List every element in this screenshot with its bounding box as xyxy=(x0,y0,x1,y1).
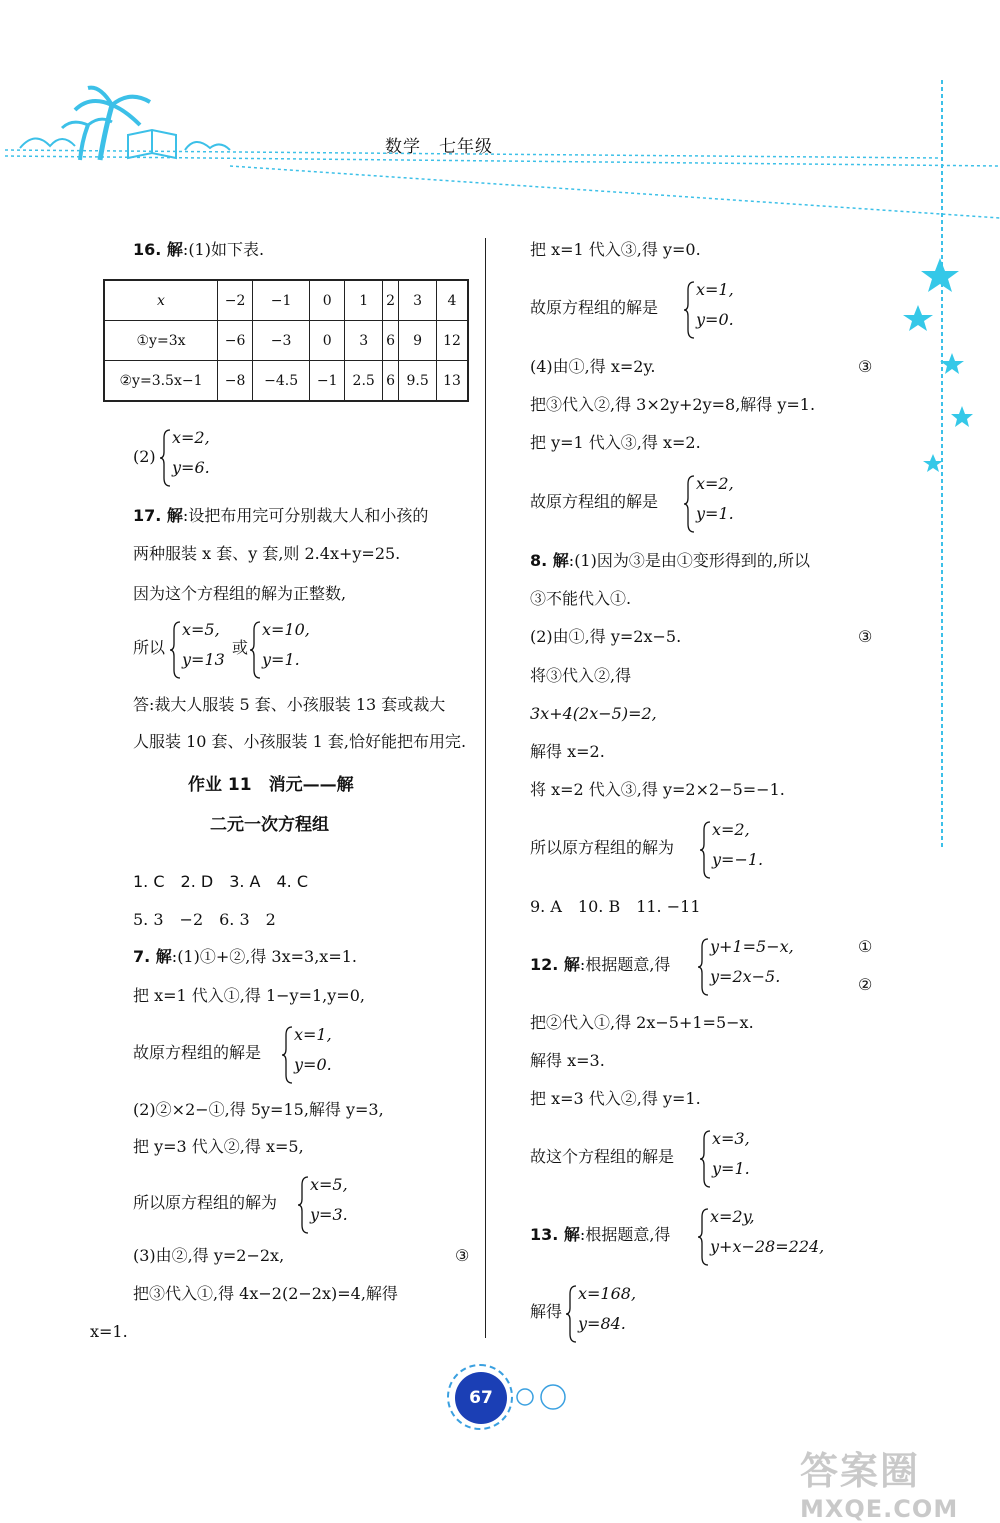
book-icon xyxy=(128,130,176,158)
system-line: y+x−28=224, xyxy=(710,1237,825,1256)
q12-solution-label: 故这个方程组的解是 xyxy=(530,1147,675,1166)
equation-marker: ③ xyxy=(858,627,873,646)
wave-icon xyxy=(20,138,230,150)
equation-marker: ② xyxy=(858,975,873,994)
table-cell: −3 xyxy=(253,321,310,361)
system-line: x=10, xyxy=(262,620,310,639)
q7-solution-label: 故原方程组的解是 xyxy=(133,1043,262,1062)
header-decoration xyxy=(0,80,1000,230)
page-header-title: 数学 七年级 xyxy=(385,137,493,157)
section-title: 作业 11 消元——解 xyxy=(188,775,354,795)
q13-line2: 解得 xyxy=(530,1302,563,1321)
table-cell: x xyxy=(104,280,218,321)
q12-line1: 12. 解:根据题意,得 xyxy=(530,955,671,974)
system-line: y=0. xyxy=(696,310,734,329)
system-line: x=168, xyxy=(578,1284,637,1303)
q17-line2: 两种服装 x 套、y 套,则 2.4x+y=25. xyxy=(133,544,401,563)
system-line: y=2x−5. xyxy=(710,967,781,986)
table-cell: −4.5 xyxy=(253,361,310,402)
star-icon xyxy=(940,353,964,374)
brace-icon xyxy=(566,1284,578,1344)
table-cell: 0 xyxy=(310,280,345,321)
q7-line4: 把 y=3 代入②,得 x=5, xyxy=(133,1137,304,1156)
q7-solution-label-2: 所以原方程组的解为 xyxy=(133,1193,278,1212)
table-cell: 1 xyxy=(345,280,383,321)
q8-line2: ③不能代入①. xyxy=(530,589,632,608)
side-decoration xyxy=(900,80,1000,860)
mc-answers-1: 1. C 2. D 3. A 4. C xyxy=(133,872,309,891)
r-line4: 把 y=1 代入③,得 x=2. xyxy=(530,433,701,452)
q7-line7: x=1. xyxy=(90,1322,128,1341)
q12-line2: 把②代入①,得 2x−5+1=5−x. xyxy=(530,1013,754,1032)
table-row xyxy=(104,361,468,402)
brace-icon xyxy=(684,280,696,340)
equation-marker: ③ xyxy=(858,357,873,376)
system-line: x=2, xyxy=(172,428,210,447)
equation-marker: ① xyxy=(858,937,873,956)
table-cell: 2 xyxy=(383,280,399,321)
watermark xyxy=(800,1440,958,1523)
system-line: y=0. xyxy=(294,1055,332,1074)
q7-line2: 把 x=1 代入①,得 1−y=1,y=0, xyxy=(133,986,365,1005)
table-cell: 3 xyxy=(345,321,383,361)
system-line: y=1. xyxy=(712,1159,750,1178)
system-line: y=84. xyxy=(578,1314,626,1333)
brace-icon xyxy=(250,620,262,680)
palm-tree-icon xyxy=(62,88,150,160)
table-cell: 3 xyxy=(399,280,437,321)
system-line: y=13 xyxy=(182,650,225,669)
brace-icon xyxy=(698,937,710,997)
table-cell: 4 xyxy=(437,280,468,321)
r-line2: (4)由①,得 x=2y. xyxy=(530,357,656,376)
table-cell: 6 xyxy=(383,361,399,402)
q17-line1: 17. 解:设把布用完可分别裁大人和小孩的 xyxy=(133,506,429,525)
watermark-line2: MXQE.COM xyxy=(800,1495,959,1523)
table-row xyxy=(104,280,468,321)
q8-line1: 8. 解:(1)因为③是由①变形得到的,所以 xyxy=(530,551,810,570)
table-cell: −2 xyxy=(218,280,253,321)
values-table xyxy=(103,279,469,402)
r-line3: 把③代入②,得 3×2y+2y=8,解得 y=1. xyxy=(530,395,816,414)
system-line: y=1. xyxy=(262,650,300,669)
page-number: 67 xyxy=(455,1372,507,1424)
table-cell: 2.5 xyxy=(345,361,383,402)
system-line: x=5, xyxy=(182,620,220,639)
brace-icon xyxy=(698,1207,710,1267)
equation-marker: ③ xyxy=(455,1246,470,1265)
table-cell: −1 xyxy=(253,280,310,321)
q12-line3: 解得 x=3. xyxy=(530,1051,605,1070)
q13-line1: 13. 解:根据题意,得 xyxy=(530,1225,671,1244)
table-cell: ①y=3x xyxy=(104,321,218,361)
r-solution-label: 故原方程组的解是 xyxy=(530,298,659,317)
table-cell: −1 xyxy=(310,361,345,402)
section-subtitle: 二元一次方程组 xyxy=(210,815,329,835)
system-line: x=2y, xyxy=(710,1207,755,1226)
mc-answers-2: 5. 3 −2 6. 3 2 xyxy=(133,910,276,929)
system-line: x=5, xyxy=(310,1175,348,1194)
column-divider xyxy=(485,238,486,1338)
brace-icon xyxy=(684,474,696,534)
table-cell: 9.5 xyxy=(399,361,437,402)
system-line: y=1. xyxy=(696,504,734,523)
q12-line4: 把 x=3 代入②,得 y=1. xyxy=(530,1089,701,1108)
system-line: x=1, xyxy=(294,1025,332,1044)
star-icon xyxy=(903,305,933,331)
table-cell: 12 xyxy=(437,321,468,361)
brace-icon xyxy=(160,428,172,488)
q8-line5: 3x+4(2x−5)=2, xyxy=(530,704,657,723)
brace-icon xyxy=(282,1025,294,1085)
brace-icon xyxy=(298,1175,310,1235)
table-cell: 9 xyxy=(399,321,437,361)
mc-answers-3: 9. A 10. B 11. −11 xyxy=(530,897,701,916)
r-solution-label-2: 故原方程组的解是 xyxy=(530,492,659,511)
q17-line3: 因为这个方程组的解为正整数, xyxy=(133,584,347,603)
q8-line7: 将 x=2 代入③,得 y=2×2−5=−1. xyxy=(530,780,785,799)
system-line: x=2, xyxy=(712,820,750,839)
table-cell: ②y=3.5x−1 xyxy=(104,361,218,402)
q7-line3: (2)②×2−①,得 5y=15,解得 y=3, xyxy=(133,1100,384,1119)
table-row xyxy=(104,321,468,361)
q17-or: 或 xyxy=(232,638,249,657)
q7-line6: 把③代入①,得 4x−2(2−2x)=4,解得 xyxy=(133,1284,398,1303)
system-line: y=6. xyxy=(172,458,210,477)
watermark-line1: 答案圈 xyxy=(800,1449,921,1493)
q8-solution-label: 所以原方程组的解为 xyxy=(530,838,675,857)
system-line: x=3, xyxy=(712,1129,750,1148)
q8-line4: 将③代入②,得 xyxy=(530,666,632,685)
brace-icon xyxy=(170,620,182,680)
q7-line1: 7. 解:(1)①+②,得 3x=3,x=1. xyxy=(133,947,358,966)
q7-line5: (3)由②,得 y=2−2x, xyxy=(133,1246,285,1265)
star-icon xyxy=(921,258,959,292)
q8-line3: (2)由①,得 y=2x−5. xyxy=(530,627,682,646)
star-icon xyxy=(923,454,943,472)
star-icon xyxy=(951,406,973,427)
brace-icon xyxy=(700,1129,712,1189)
table-cell: 6 xyxy=(383,321,399,361)
system-line: x=1, xyxy=(696,280,734,299)
q17-answer-line2: 人服装 10 套、小孩服装 1 套,恰好能把布用完. xyxy=(133,732,467,751)
q16-heading: 16. 解:(1)如下表. xyxy=(133,240,265,259)
system-line: x=2, xyxy=(696,474,734,493)
q17-so: 所以 xyxy=(133,638,166,657)
r-line1: 把 x=1 代入③,得 y=0. xyxy=(530,240,701,259)
system-line: y=3. xyxy=(310,1205,348,1224)
q16-part2-prefix: (2) xyxy=(133,447,156,466)
q17-answer-line1: 答:裁大人服装 5 套、小孩服装 13 套或裁大 xyxy=(133,695,446,714)
table-cell: 0 xyxy=(310,321,345,361)
circle-decoration-icon xyxy=(515,1382,575,1412)
system-line: y=−1. xyxy=(712,850,764,869)
q8-line6: 解得 x=2. xyxy=(530,742,605,761)
system-line: y+1=5−x, xyxy=(710,937,794,956)
table-cell: −8 xyxy=(218,361,253,402)
brace-icon xyxy=(700,820,712,880)
table-cell: −6 xyxy=(218,321,253,361)
table-cell: 13 xyxy=(437,361,468,402)
